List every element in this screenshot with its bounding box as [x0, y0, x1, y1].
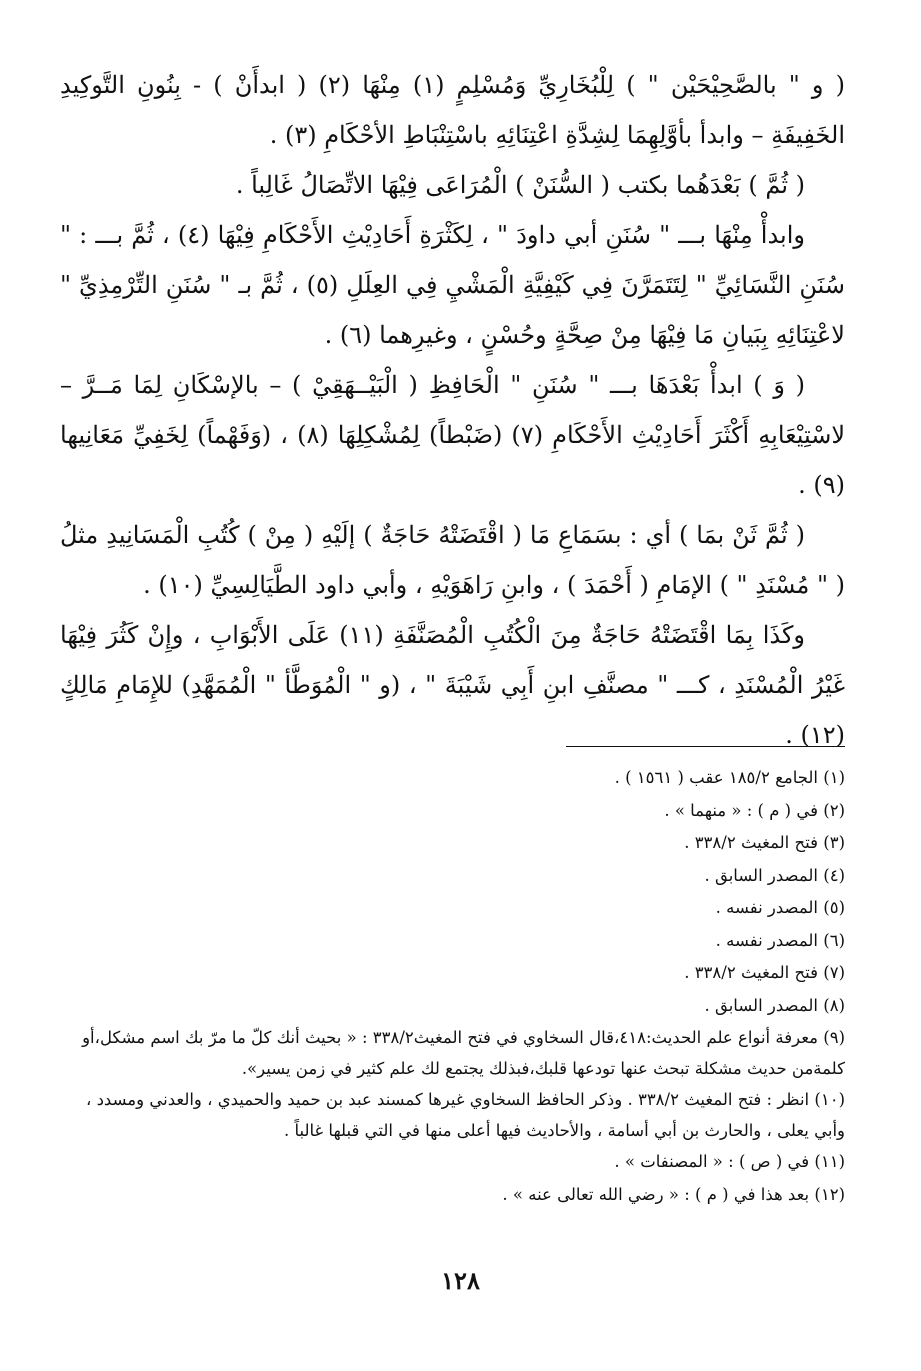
page-number: ١٢٨	[441, 1266, 480, 1295]
footnote: (٦) المصدر نفسه .	[715, 930, 845, 950]
footnote: (٧) فتح المغيث ٣٣٨/٢ .	[684, 963, 845, 982]
footnote: (٢) في ( م ) : « منهما » .	[664, 800, 845, 820]
footnote: (٩) معرفة أنواع علم الحديث:٤١٨،قال السخاوي في فتح المغيث٣٣٨/٢ : « بحيث أنك كلّ ما مرّ بك اسم مشكل،أو كلمةمن حديث مشكلة تبحث عنها تودعها قلبك،فبذلك يجتمع لك علم كثير في زمن يسير».	[82, 1028, 845, 1078]
footnote-separator	[566, 746, 845, 747]
footnote: (٥) المصدر نفسه .	[715, 898, 845, 917]
paragraph: ( و " بالصَّحِيْحَيْن " ) لِلْبُخَارِيِّ وَمُسْلِمٍ (١) مِنْهَا (٢) ( ابدأَنْ ) - بِنُونِ التَّوكِيدِ الخَفِيفَةِ – وابدأ بأوَّلِهِمَا لِشِدَّةِ اعْتِنَائِهِ باسْتِنْبَاطِ الأحْكَامِ (٣) .	[60, 71, 845, 149]
paragraph: ( ثُمَّ ثَنْ بمَا ) أي : بسَمَاعِ مَا ( اقْتَضَتْهُ حَاجَةٌ ) إلَيْهِ ( مِنْ ) كُتُبِ الْمَسَانِيدِ مثلُ ( " مُسْنَدِ " ) الإمَامِ ( أَحْمَدَ ) ، وابنِ رَاهَوَيْهِ ، وأبي داود الطَّيَالِسِيِّ (١٠) .	[60, 521, 845, 599]
footnote: (٨) المصدر السابق .	[704, 995, 845, 1015]
footnote: (١٠) انظر : فتح المغيث ٣٣٨/٢ . وذكر الحافظ السخاوي غيرها كمسند عبد بن حميد والحميدي ، والعدني ومسدد ، وأبي يعلى ، والحارث بن أبي أسامة ، والأحاديث فيها أعلى منها في التي قبلها غالباً .	[86, 1090, 845, 1140]
footnote: (١) الجامع ١٨٥/٢ عقب ( ١٥٦١ ) .	[614, 768, 845, 787]
paragraph: وابدأْ مِنْهَا بـــ " سُنَنِ أبي داودَ " ، لِكَثْرَةِ أَحَادِيْثِ الأَحْكَامِ فِيْهَا (٤) ، ثُمَّ بـــ : " سُنَنِ النَّسَائِيِّ " لِتَتَمَرَّنَ فِي كَيْفِيَّةِ الْمَشْيِ فِي العِلَلِ (٥) ، ثُمَّ بـ " سُنَنِ التِّرْمِذِيِّ " لاعْتِنَائِهِ بِبَيانِ مَا فِيْهَا مِنْ صِحَّةٍ وحُسْنٍ ، وغيرِهما (٦) .	[60, 221, 846, 349]
main-text	[60, 60, 845, 760]
footnote: (١٢) بعد هذا في ( م ) : « رضي الله تعالى عنه » .	[502, 1184, 845, 1204]
paragraph: وكَذَا بِمَا اقْتَضَتْهُ حَاجَةٌ مِنَ الْكُتُبِ الْمُصَنَّفَةِ (١١) عَلَى الأَبْوَابِ ، وإِنْ كَثُرَ فِيْهَا غَيْرُ الْمُسْنَدِ ، كـــ " مصنَّفِ ابنِ أَبِي شَيْبَةَ " ، (و " الْمُوَطَّأ " الْمُمَهَّدِ) للإِمَامِ مَالِكٍ (١٢) .	[60, 621, 845, 749]
paragraph: ( ثُمَّ ) بَعْدَهُما بكتب ( السُّنَنْ ) الْمُرَاعَى فِيْهَا الاتِّصَالُ غَالِباً .	[235, 171, 805, 199]
footnote: (١١) في ( ص ) : « المصنفات » .	[614, 1152, 845, 1171]
footnote: (٤) المصدر السابق .	[704, 865, 845, 885]
paragraph: ( وَ ) ابدأْ بَعْدَهَا بـــ " سُنَنِ " الْحَافِظِ ( الْبَيْــهَقِيْ ) – بالإسْكَانِ لِمَا مَــرَّ – لاسْتِيْعَابِهِ أَكْثَرَ أَحَادِيْثِ الأَحْكَامِ (٧) (ضَبْطاً) لِمُشْكِلِهَا (٨) ، (وَفَهْماً) لِخَفِيِّ مَعَانِيها (٩) .	[60, 371, 846, 499]
footnote: (٣) فتح المغيث ٣٣٨/٢ .	[684, 833, 845, 852]
footnotes	[62, 762, 845, 1211]
